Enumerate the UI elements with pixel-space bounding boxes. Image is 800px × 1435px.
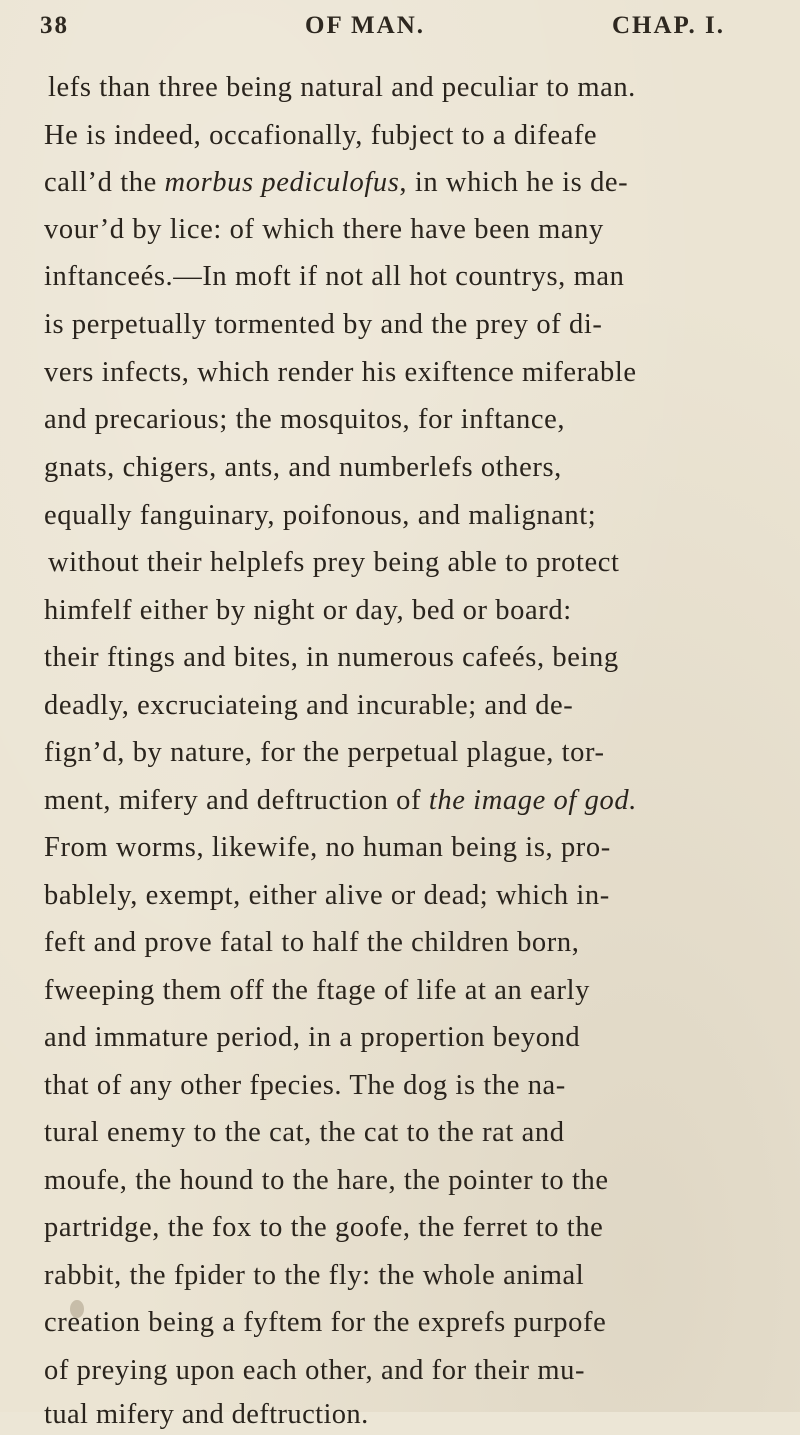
text-line: creation being a fyftem for the exprefs purpofe — [44, 1307, 607, 1338]
text-line: From worms, likewife, no human being is, pro- — [44, 832, 611, 863]
text-line: equally fanguinary, poifonous, and malignant; — [44, 500, 597, 531]
text-line: partridge, the fox to the goofe, the ferret to the — [44, 1212, 604, 1243]
text-line: that of any other fpecies. The dog is the na- — [44, 1070, 566, 1101]
text-line: fign’d, by nature, for the perpetual plague, tor- — [44, 737, 605, 768]
italic-phrase: the image of god. — [428, 785, 637, 816]
text-line: tual mifery and deftruction. — [44, 1399, 369, 1430]
text-line: moufe, the hound to the hare, the pointer to the — [44, 1165, 609, 1196]
text-line: bablely, exempt, either alive or dead; which in- — [44, 880, 610, 911]
text-line: call’d the morbus pediculofus, in which he is de- — [44, 167, 629, 198]
text-line: of preying upon each other, and for their mu- — [44, 1355, 586, 1386]
text-line: vour’d by lice: of which there have been many — [44, 214, 604, 245]
text-line: He is indeed, occafionally, fubject to a difeafe — [44, 120, 598, 151]
text-line: lefs than three being natural and peculiar to man. — [48, 72, 636, 103]
text-line: ment, mifery and deftruction of the image of god. — [44, 785, 637, 816]
running-title: OF MAN. — [305, 12, 425, 39]
text-line: himfelf either by night or day, bed or board: — [44, 595, 572, 626]
text-line: vers infects, which render his exiftence miferable — [44, 357, 637, 388]
text-line: is perpetually tormented by and the prey of di- — [44, 309, 603, 340]
text-line: without their helplefs prey being able to protect — [48, 547, 620, 578]
text-line: rabbit, the fpider to the fly: the whole animal — [44, 1260, 585, 1291]
text-line: and precarious; the mosquitos, for inftance, — [44, 404, 566, 435]
text-line: inftanceés.—In moft if not all hot countrys, man — [44, 261, 625, 292]
text-line: fweeping them off the ftage of life at an early — [44, 975, 590, 1006]
text-line: deadly, excruciateing and incurable; and de- — [44, 690, 574, 721]
chapter-label: CHAP. I. — [612, 12, 726, 39]
italic-phrase: morbus pediculofus — [164, 167, 400, 198]
text-line: feft and prove fatal to half the children born, — [44, 927, 580, 958]
text-line: and immature period, in a propertion beyond — [44, 1022, 581, 1053]
paper-smudge — [70, 1300, 84, 1318]
page-number: 38 — [40, 12, 69, 39]
text-line: gnats, chigers, ants, and numberlefs others, — [44, 452, 562, 483]
text-line: their ftings and bites, in numerous cafeés, being — [44, 642, 619, 673]
text-line: tural enemy to the cat, the cat to the rat and — [44, 1117, 565, 1148]
